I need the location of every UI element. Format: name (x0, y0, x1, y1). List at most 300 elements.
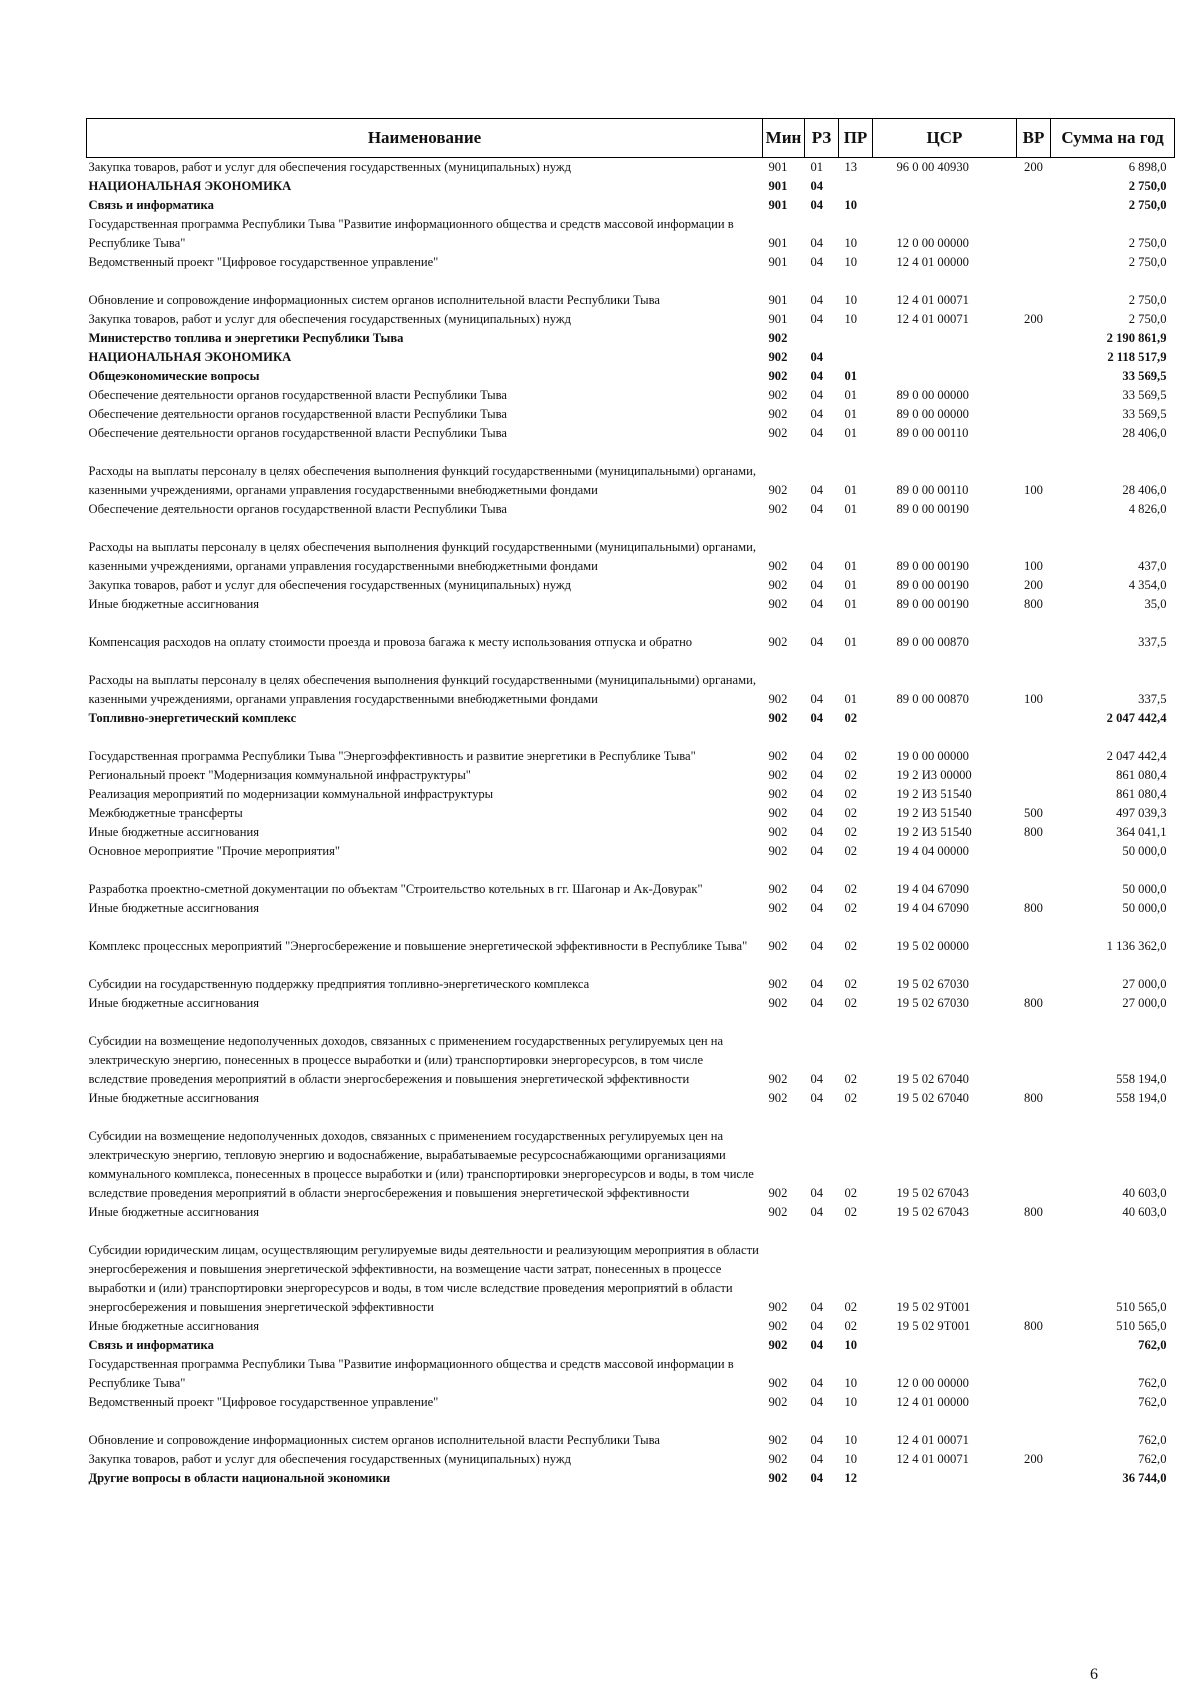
row-pr (839, 348, 873, 367)
row-min: 902 (768, 350, 788, 364)
table-row (87, 842, 1175, 861)
row-min: 902 (768, 711, 788, 725)
row-csr: 12 4 01 00071 (896, 312, 969, 326)
row-sum: 4 826,0 (1128, 502, 1167, 516)
table-row (87, 918, 1175, 956)
row-name: Ведомственный проект "Цифровое государственное управление" (88, 255, 439, 269)
row-sum: 28 406,0 (1122, 483, 1167, 497)
row-csr: 89 0 00 00110 (896, 426, 969, 440)
row-name: Ведомственный проект "Цифровое государственное управление" (88, 1395, 439, 1409)
row-vr (1017, 785, 1051, 804)
row-sum: 558 194,0 (1116, 1091, 1167, 1105)
row-name: Обеспечение деятельности органов государственной власти Республики Тыва (88, 388, 507, 402)
row-vr (1017, 386, 1051, 405)
row-rz: 04 (810, 806, 824, 820)
table-row (87, 652, 1175, 709)
row-vr (1017, 1013, 1051, 1089)
row-csr: 89 0 00 00110 (896, 483, 969, 497)
row-rz: 04 (810, 1091, 824, 1105)
row-name: Связь и информатика (88, 1338, 214, 1352)
row-name: Общеэкономические вопросы (88, 369, 260, 383)
row-vr (1017, 956, 1051, 994)
row-min: 902 (768, 1471, 788, 1485)
row-pr: 10 (844, 293, 858, 307)
header-csr: ЦСР (873, 119, 1017, 158)
header-vr: ВР (1017, 119, 1051, 158)
row-vr (1017, 1336, 1051, 1355)
row-csr: 12 0 00 00000 (896, 236, 969, 250)
row-csr: 89 0 00 00190 (896, 502, 969, 516)
table-row (87, 215, 1175, 253)
row-pr: 12 (844, 1471, 858, 1485)
table-row (87, 956, 1175, 994)
row-csr: 12 4 01 00071 (896, 1433, 969, 1447)
row-vr: 200 (1024, 312, 1043, 326)
header-sum: Сумма на год (1051, 119, 1175, 158)
row-min: 902 (768, 787, 788, 801)
row-name: Государственная программа Республики Тыва "Развитие информационного общества и средств массовой информации в Республике Тыва" (88, 217, 734, 250)
row-pr: 01 (844, 692, 858, 706)
row-vr: 200 (1024, 160, 1043, 174)
row-csr: 12 0 00 00000 (896, 1376, 969, 1390)
row-csr: 19 5 02 67040 (896, 1072, 969, 1086)
row-sum: 2 118 517,9 (1107, 350, 1167, 364)
table-row (87, 766, 1175, 785)
row-sum: 558 194,0 (1116, 1072, 1167, 1086)
table-body (87, 158, 1175, 1489)
row-min: 902 (768, 1072, 788, 1086)
table-row (87, 1336, 1175, 1355)
table-row (87, 1089, 1175, 1108)
row-pr: 02 (844, 1300, 858, 1314)
table-row (87, 158, 1175, 178)
row-vr: 800 (1024, 1319, 1043, 1333)
table-row (87, 614, 1175, 652)
row-csr: 19 2 И3 51540 (896, 787, 972, 801)
row-sum: 50 000,0 (1122, 901, 1167, 915)
row-pr: 10 (844, 198, 858, 212)
table-row (87, 785, 1175, 804)
row-sum: 437,0 (1138, 559, 1167, 573)
table-row (87, 253, 1175, 272)
row-min: 902 (768, 1091, 788, 1105)
row-sum: 2 190 861,9 (1106, 331, 1167, 345)
row-vr (1017, 177, 1051, 196)
row-min: 902 (768, 1376, 788, 1390)
row-name: Иные бюджетные ассигнования (88, 1205, 260, 1219)
row-rz: 04 (810, 711, 824, 725)
header-pr: ПР (839, 119, 873, 158)
row-rz: 04 (810, 255, 824, 269)
table-row (87, 1203, 1175, 1222)
row-sum: 28 406,0 (1122, 426, 1167, 440)
row-name: НАЦИОНАЛЬНАЯ ЭКОНОМИКА (88, 350, 292, 364)
row-csr: 19 5 02 00000 (896, 939, 969, 953)
row-csr: 89 0 00 00870 (896, 635, 969, 649)
row-sum: 4 354,0 (1128, 578, 1167, 592)
row-name: Субсидии юридическим лицам, осуществляющим регулируемые виды деятельности и реализующим мероприятия в области энергосбережения и повышения энергетической эффективности, на возмещение части затрат, понесенных в процессе выработки и (или) транспортировки энергоресурсов и воды, в том числе вследствие проведения мероприятий в области энергосбережения и повышения энергетической эффективности (88, 1243, 759, 1314)
row-pr: 13 (844, 160, 858, 174)
header-rz: РЗ (805, 119, 839, 158)
row-name: Государственная программа Республики Тыва "Развитие информационного общества и средств массовой информации в Республике Тыва" (88, 1357, 734, 1390)
row-rz: 04 (810, 692, 824, 706)
row-csr: 19 5 02 67043 (896, 1205, 969, 1219)
row-vr (1017, 614, 1051, 652)
row-name: Региональный проект "Модернизация коммунальной инфраструктуры" (88, 768, 471, 782)
row-name: Расходы на выплаты персоналу в целях обеспечения выполнения функций государственными (муниципальными) органами, казенными учреждениями, органами управления государственными внебюджетными фондами (88, 673, 756, 706)
row-sum: 497 039,3 (1116, 806, 1167, 820)
row-csr (873, 348, 1017, 367)
row-name: Субсидии на возмещение недополученных доходов, связанных с применением государственных регулируемых цен на электрическую энергию, понесенных в процессе выработки и (или) транспортировки энергоресурсов, в том числе вследствие проведения мероприятий в области энергосбережения и повышения энергетической эффективности (88, 1034, 724, 1086)
row-sum: 762,0 (1138, 1376, 1167, 1390)
row-min: 902 (768, 407, 788, 421)
row-sum: 364 041,1 (1116, 825, 1167, 839)
row-min: 902 (768, 1205, 788, 1219)
table-row (87, 177, 1175, 196)
table-row (87, 519, 1175, 576)
row-name: Министерство топлива и энергетики Республики Тыва (88, 331, 404, 345)
row-pr: 02 (844, 1091, 858, 1105)
row-rz: 04 (810, 1186, 824, 1200)
row-csr: 19 5 02 67030 (896, 996, 969, 1010)
row-csr: 19 2 И3 00000 (896, 768, 972, 782)
row-pr: 01 (844, 559, 858, 573)
row-pr: 02 (844, 1205, 858, 1219)
row-vr (1017, 1222, 1051, 1317)
row-rz: 04 (810, 825, 824, 839)
row-rz: 04 (810, 426, 824, 440)
row-min: 901 (768, 160, 788, 174)
row-min: 902 (768, 882, 788, 896)
row-rz: 04 (810, 996, 824, 1010)
row-min: 902 (768, 996, 788, 1010)
row-name: Иные бюджетные ассигнования (88, 901, 260, 915)
table-row (87, 804, 1175, 823)
row-rz: 04 (810, 559, 824, 573)
row-pr: 01 (844, 388, 858, 402)
table-row (87, 310, 1175, 329)
table-row (87, 994, 1175, 1013)
row-rz: 04 (810, 388, 824, 402)
row-csr: 19 5 02 9Т001 (896, 1319, 971, 1333)
row-sum: 27 000,0 (1122, 996, 1167, 1010)
row-vr: 200 (1024, 1452, 1043, 1466)
row-name: Обеспечение деятельности органов государственной власти Республики Тыва (88, 426, 507, 440)
row-pr: 10 (844, 1395, 858, 1409)
row-sum: 762,0 (1138, 1452, 1167, 1466)
row-sum: 35,0 (1144, 597, 1167, 611)
row-vr: 800 (1024, 1205, 1043, 1219)
row-name: Расходы на выплаты персоналу в целях обеспечения выполнения функций государственными (муниципальными) органами, казенными учреждениями, органами управления государственными внебюджетными фондами (88, 464, 756, 497)
row-rz: 04 (810, 369, 824, 383)
row-rz: 04 (810, 635, 824, 649)
table-row (87, 1393, 1175, 1412)
row-vr: 800 (1024, 597, 1043, 611)
row-pr: 02 (844, 882, 858, 896)
row-rz: 04 (810, 749, 824, 763)
row-min: 902 (768, 1186, 788, 1200)
row-rz (805, 329, 839, 348)
row-vr (1017, 1412, 1051, 1450)
row-csr: 19 2 И3 51540 (896, 825, 972, 839)
budget-table (86, 118, 1175, 1488)
row-pr: 01 (844, 369, 858, 383)
row-csr: 19 0 00 00000 (896, 749, 969, 763)
row-vr (1017, 1393, 1051, 1412)
row-rz: 04 (810, 939, 824, 953)
row-vr (1017, 215, 1051, 253)
row-name: Связь и информатика (88, 198, 214, 212)
row-csr (873, 196, 1017, 215)
row-pr: 01 (844, 578, 858, 592)
row-sum: 40 603,0 (1122, 1186, 1167, 1200)
row-min: 902 (768, 806, 788, 820)
row-vr (1017, 709, 1051, 728)
row-vr (1017, 1108, 1051, 1203)
row-vr (1017, 367, 1051, 386)
row-rz: 04 (810, 1072, 824, 1086)
table-row (87, 196, 1175, 215)
row-name: Субсидии на возмещение недополученных доходов, связанных с применением государственных регулируемых цен на электрическую энергию, тепловую энергию и водоснабжение, вырабатываемые ресурсоснабжающими организациями коммунального комплекса, понесенных в процессе выработки и (или) транспортировки энергоресурсов и воды, в том числе вследствие проведения мероприятий в области энергосбережения и повышения энергетической эффективности (88, 1129, 754, 1200)
row-csr (873, 367, 1017, 386)
row-rz: 04 (810, 578, 824, 592)
table-row (87, 1450, 1175, 1469)
row-rz: 04 (810, 502, 824, 516)
row-rz: 04 (810, 1433, 824, 1447)
row-vr (1017, 272, 1051, 310)
row-min: 901 (768, 293, 788, 307)
row-vr (1017, 1355, 1051, 1393)
table-row (87, 405, 1175, 424)
row-vr: 800 (1024, 1091, 1043, 1105)
row-vr (1017, 196, 1051, 215)
row-sum: 337,5 (1138, 635, 1167, 649)
table-row (87, 500, 1175, 519)
row-min: 902 (768, 1300, 788, 1314)
row-pr: 10 (844, 1338, 858, 1352)
row-sum: 27 000,0 (1122, 977, 1167, 991)
row-sum: 2 750,0 (1128, 198, 1167, 212)
row-rz: 04 (810, 1376, 824, 1390)
row-min: 902 (768, 578, 788, 592)
row-pr: 02 (844, 901, 858, 915)
row-sum: 337,5 (1138, 692, 1167, 706)
row-rz: 04 (810, 407, 824, 421)
row-pr: 10 (844, 255, 858, 269)
row-csr: 89 0 00 00190 (896, 559, 969, 573)
row-vr (1017, 861, 1051, 899)
row-csr: 12 4 01 00000 (896, 255, 969, 269)
row-pr: 02 (844, 806, 858, 820)
row-min: 902 (768, 977, 788, 991)
table-row (87, 899, 1175, 918)
table-row (87, 1469, 1175, 1488)
row-name: Закупка товаров, работ и услуг для обеспечения государственных (муниципальных) нужд (88, 160, 571, 174)
row-pr: 02 (844, 844, 858, 858)
row-rz: 04 (810, 179, 824, 193)
row-rz: 04 (810, 844, 824, 858)
row-min: 901 (768, 312, 788, 326)
row-name: Иные бюджетные ассигнования (88, 1319, 260, 1333)
header-min: Мин (763, 119, 805, 158)
row-vr: 800 (1024, 901, 1043, 915)
row-min: 901 (768, 179, 788, 193)
row-name: Расходы на выплаты персоналу в целях обеспечения выполнения функций государственными (муниципальными) органами, казенными учреждениями, органами управления государственными внебюджетными фондами (88, 540, 756, 573)
row-min: 902 (768, 844, 788, 858)
row-pr: 10 (844, 312, 858, 326)
row-csr (873, 329, 1017, 348)
row-csr: 89 0 00 00190 (896, 578, 969, 592)
row-min: 901 (768, 236, 788, 250)
table-row (87, 1108, 1175, 1203)
table-row (87, 1355, 1175, 1393)
row-rz: 04 (810, 882, 824, 896)
row-rz: 04 (810, 787, 824, 801)
row-pr: 02 (844, 711, 858, 725)
row-vr (1017, 766, 1051, 785)
row-name: Реализация мероприятий по модернизации коммунальной инфраструктуры (88, 787, 494, 801)
row-rz: 04 (810, 312, 824, 326)
page-number: 6 (1090, 1666, 1098, 1683)
table-row (87, 1412, 1175, 1450)
row-name: Закупка товаров, работ и услуг для обеспечения государственных (муниципальных) нужд (88, 578, 571, 592)
row-pr: 01 (844, 597, 858, 611)
row-pr: 02 (844, 825, 858, 839)
row-sum: 2 750,0 (1128, 255, 1167, 269)
row-sum: 2 750,0 (1128, 179, 1167, 193)
row-vr (1017, 1469, 1051, 1488)
row-min: 901 (768, 255, 788, 269)
row-vr (1017, 405, 1051, 424)
row-csr: 19 5 02 67043 (896, 1186, 969, 1200)
row-csr: 19 5 02 9Т001 (896, 1300, 971, 1314)
row-csr: 89 0 00 00000 (896, 407, 969, 421)
row-vr (1017, 348, 1051, 367)
row-pr: 02 (844, 977, 858, 991)
row-csr (873, 1336, 1017, 1355)
row-min: 902 (768, 331, 788, 345)
row-min: 902 (768, 388, 788, 402)
row-rz: 04 (810, 483, 824, 497)
row-pr (839, 329, 873, 348)
row-rz: 04 (810, 1338, 824, 1352)
row-pr: 02 (844, 996, 858, 1010)
row-sum: 33 569,5 (1122, 407, 1167, 421)
row-min: 902 (768, 1319, 788, 1333)
header-name: Наименование (87, 119, 763, 158)
row-min: 902 (768, 901, 788, 915)
row-vr: 800 (1024, 825, 1043, 839)
row-sum: 510 565,0 (1116, 1300, 1167, 1314)
row-sum: 2 047 442,4 (1106, 711, 1167, 725)
row-min: 902 (768, 749, 788, 763)
row-rz: 04 (810, 1471, 824, 1485)
row-pr: 10 (844, 1433, 858, 1447)
row-sum: 762,0 (1138, 1338, 1167, 1352)
table-row (87, 576, 1175, 595)
row-name: Обеспечение деятельности органов государственной власти Республики Тыва (88, 502, 507, 516)
row-name: Компенсация расходов на оплату стоимости проезда и провоза багажа к месту использования отпуска и обратно (88, 635, 693, 649)
table-row (87, 329, 1175, 348)
row-pr: 02 (844, 768, 858, 782)
row-vr (1017, 728, 1051, 766)
row-pr: 02 (844, 1186, 858, 1200)
row-sum: 40 603,0 (1122, 1205, 1167, 1219)
row-csr: 19 5 02 67030 (896, 977, 969, 991)
row-csr: 19 2 И3 51540 (896, 806, 972, 820)
row-vr (1017, 329, 1051, 348)
table-row (87, 443, 1175, 500)
row-csr: 12 4 01 00071 (896, 293, 969, 307)
row-vr (1017, 424, 1051, 443)
row-sum: 33 569,5 (1122, 369, 1167, 383)
table-row (87, 386, 1175, 405)
table-header (87, 119, 1175, 158)
row-sum: 2 750,0 (1128, 293, 1167, 307)
row-pr: 01 (844, 635, 858, 649)
row-name: Иные бюджетные ассигнования (88, 1091, 260, 1105)
row-sum: 2 750,0 (1128, 312, 1167, 326)
row-min: 902 (768, 1338, 788, 1352)
row-pr (839, 177, 873, 196)
row-sum: 861 080,4 (1116, 787, 1167, 801)
row-name: Обновление и сопровождение информационных систем органов исполнительной власти Республики Тыва (88, 293, 660, 307)
row-sum: 1 136 362,0 (1106, 939, 1167, 953)
row-vr: 100 (1024, 483, 1043, 497)
row-pr: 01 (844, 483, 858, 497)
row-csr: 19 4 04 67090 (896, 882, 969, 896)
table-row (87, 861, 1175, 899)
row-sum: 6 898,0 (1128, 160, 1167, 174)
row-rz: 04 (810, 1319, 824, 1333)
row-min: 902 (768, 483, 788, 497)
row-name: Другие вопросы в области национальной экономики (88, 1471, 391, 1485)
row-rz: 04 (810, 350, 824, 364)
row-csr: 96 0 00 40930 (896, 160, 969, 174)
row-name: Основное мероприятие "Прочие мероприятия" (88, 844, 341, 858)
table-row (87, 709, 1175, 728)
row-csr: 12 4 01 00000 (896, 1395, 969, 1409)
row-sum: 50 000,0 (1122, 882, 1167, 896)
row-rz: 04 (810, 901, 824, 915)
row-name: Иные бюджетные ассигнования (88, 996, 260, 1010)
row-csr: 19 4 04 00000 (896, 844, 969, 858)
row-rz: 04 (810, 597, 824, 611)
row-rz: 04 (810, 768, 824, 782)
row-min: 902 (768, 502, 788, 516)
table-row (87, 595, 1175, 614)
row-min: 902 (768, 635, 788, 649)
table-row (87, 1013, 1175, 1089)
row-pr: 01 (844, 407, 858, 421)
row-sum: 50 000,0 (1122, 844, 1167, 858)
row-pr: 10 (844, 1452, 858, 1466)
row-name: Обновление и сопровождение информационных систем органов исполнительной власти Республики Тыва (88, 1433, 660, 1447)
table-row (87, 823, 1175, 842)
row-rz: 01 (810, 160, 824, 174)
row-name: Обеспечение деятельности органов государственной власти Республики Тыва (88, 407, 507, 421)
table-row (87, 1317, 1175, 1336)
row-csr: 89 0 00 00000 (896, 388, 969, 402)
row-min: 902 (768, 692, 788, 706)
row-rz: 04 (810, 1205, 824, 1219)
row-vr: 200 (1024, 578, 1043, 592)
row-sum: 33 569,5 (1122, 388, 1167, 402)
row-pr: 02 (844, 787, 858, 801)
row-csr: 89 0 00 00190 (896, 597, 969, 611)
row-rz: 04 (810, 1300, 824, 1314)
table-row (87, 367, 1175, 386)
